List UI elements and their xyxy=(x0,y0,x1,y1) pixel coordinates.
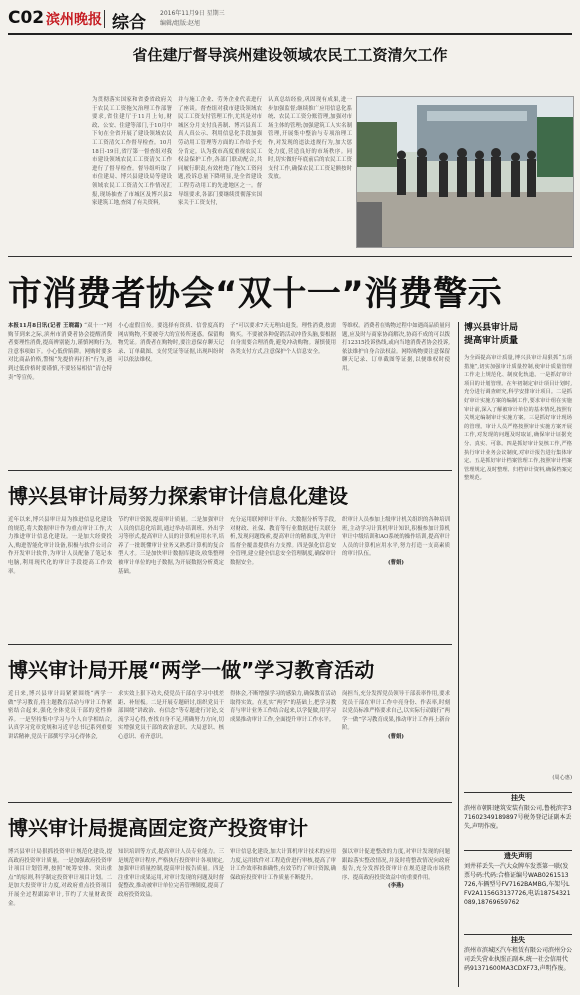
section-divider xyxy=(8,644,452,645)
notice-text: 滨州市朝阳建筑安装有限公司,鲁税滨字371602349189897号税务登记证副本丢失,声明作废。 xyxy=(464,805,572,830)
column-divider xyxy=(458,322,459,987)
article-column: 知识培训等方式,提高审计人员专业能力。三是规范审计程序,严格执行投资审计各项规定,加强审计质量控制,提高审计报告质量。四是注重审计成果运用,对审计发现的问题及时督促整改,推动被审计单位完善管理制度,提高了政府投资效益。 xyxy=(118,849,224,898)
article-text: “双十一”网购节到来之际,滨州市消费者协会提醒消费者要理性消费,提高辨别能力,谨慎网购行为,注意事项如下。小心低价陷阱。网购时要多对比商品价格,警惕“先提价再打折”行为,遇到过低价格时要谨慎,不要轻易相信“清仓特卖”等宣传。 xyxy=(8,323,112,381)
notice-title: 挂失 xyxy=(511,936,525,944)
article-signature: (李燕) xyxy=(388,883,404,890)
article-headline-housing: 省住建厅督导滨州建设领域农民工工资清欠工作 xyxy=(132,46,448,64)
article-column xyxy=(342,690,450,796)
news-photo xyxy=(356,96,574,248)
article-column: 近年以来,博兴县审计局为推进信息化建设的规范,将大数据审计作为重点审计工作,大力推进审计信息化建设。一是加大经费投入,购进智能化审计设备,积极与软件公司合作开发审计软件,为审计人员配备了笔记本电脑,利用现代化的审计手段提高工作效率。 xyxy=(8,517,112,575)
editor-credit: 编辑/组版:赵旭 xyxy=(160,20,201,27)
classified-notice xyxy=(464,792,572,831)
article-column: 认真总结经验,巩固现有成果,进一步加强监督;继续推广应用信息化系统、农民工工资分账管理,加强对市场主体的管理;加强建筑工人实名制管理,开展集中整治与专项治理工作,对发现的违法违规行为,加大惩处力度,营造良好的市场秩序。同时,切实做好年底前后的农民工工资支付工作,确保农民工工资足额按时发放。 xyxy=(268,97,352,181)
article-column: 并与施工企业、劳务企业代表进行了座谈。督查组对我市建设领域农民工工资支付管理工作,尤其是对市城区分月支付良善制、博兴县真工真人真公示、利用信息化手段加强劳动用工管理等方面的工作给予充分肯定。认为我市高度重视农民工权益保护工作,各部门联动配合,共同履行职责,有效杜绝了拖欠工资问题,投诉总量下降明显,是全省建设工程劳动用工的先进地区之一。督导组要求,各部门要继续贯彻落实国家关于工资支付, xyxy=(178,97,262,207)
article-text: 织审计人员参加上级审计机关组织的各种培训班,主动学习计算机审计知识,积极参加计算机审计中级培训和AO系统的操作培训,提高审计人员的计算机应用水平,努力打造一支高素质的审计队伍。 xyxy=(342,517,450,558)
article-byline: 本报11月8日讯(记者 王晓霜) xyxy=(8,323,83,329)
notice-text: 刘井祥丢失一汽大众牌车发票第一联(发票号码:代码:合格证编号WAB0261513726,车辆型号FV7162BAMBG,车架号LFV2A1156G3137726,电话18754321089,18769659762 xyxy=(464,863,571,906)
article-text: 岗担当,充分发挥党员领导干部表率作用,要求党员干部在审计工作中亮身份、作表率,时刻以党员标准严格要求自己,以实际行动践行“两学一做”学习教育成果,推动审计工作再上新台阶。 xyxy=(342,691,450,732)
article-column: 为贯彻落实国家和省委省政府关于农民工工资拖欠治理工作部署要求,省住建厅于11月上旬,财政、公安、住建等部门,于10月中下旬在全省开展了建设领域农民工工资清欠工作督导检查。10月18日-19日,省厅第一督查组对我市建设领域农民工工资清欠工作进行了督导检查。督导组听取了市住建局、博兴县建设局等建设领域农民工工资清欠工作情况汇报,现场抽查了市城区及博兴县2家建筑工地,查阅了有关资料, xyxy=(92,97,172,207)
article-column xyxy=(342,516,450,638)
notice-title: 遗失声明 xyxy=(504,852,532,860)
paper-logo: 滨州晚报 xyxy=(46,12,102,28)
sidebar-title-line1: 博兴县审计局 xyxy=(464,323,519,333)
article-headline-audit-it: 博兴县审计局努力探索审计信息化建设 xyxy=(8,484,348,508)
classified-notice xyxy=(464,850,572,907)
section-divider xyxy=(8,802,452,803)
article-column: 博兴县审计局狠抓投资审计规范化建设,提高政府投资审计质量。一是加强政府投资审计项目计划管理,按照“统筹安排、突出重点”的原则,科学制定投资审计项目计划。二是加大投资审计力度,对政府重点投资项目开展全过程跟踪审计,节约了大量财政资金。 xyxy=(8,849,112,907)
article-column: 等维权。消费者在购物过程中如遇商品质量问题,应及时与商家协商解决,协商不成的可以拨打12315投诉热线,或向当地消费者协会投诉,依法维护自身合法权益。网络购物要注意保留聊天记录、订单截图等证据,以便维权时使用。 xyxy=(342,323,450,372)
article-signature: (曹娟) xyxy=(388,733,404,740)
article-text: 强以审计促进整改的力度,对审计发现的问题跟踪落实整改情况,并及时将整改情况向政府报告,充分发挥投资审计在规范建设市场秩序、提高政府投资效益中的重要作用。 xyxy=(342,849,450,881)
section-name: 综合 xyxy=(112,13,146,33)
article-column: 审计信息化建设,加大计算机审计技术的应用力度,运用软件对工程造价进行审核,提高了审计工作效率和准确性,有效节约了审计资源,确保政府投资审计工作质量不断提升。 xyxy=(230,849,336,881)
classified-notice xyxy=(464,934,572,973)
sidebar-text: 为全面提高审计质量,博兴县审计局狠抓“五项措施”,切实加强审计质量控制,使审计质量管理工作走上规范化、制度化轨道。一是抓好审计项目的计划管理。在年初制定审计项目计划时,充分进行调查研究,科学安排审计项目。二是抓好审计实施方案的编制工作,要求审计组在实施审计前,深入了解被审计单位的基本情况,按照有关规定编制审计实施方案。三是抓好审计现场的管理。审计人员严格按照审计实施方案开展工作,对发现的问题及时取证,确保审计证据充分、真实、可靠。四是抓好审计复核工作,严格执行审计业务会议制度,对审计报告进行集体审定。五是抓好审计档案管理工作,按照审计档案管理规定,及时整理、归档审计资料,确保档案完整规范。 xyxy=(464,355,572,482)
article-signature: (曹娟) xyxy=(388,559,404,566)
article-column xyxy=(342,848,450,988)
notice-text: 滨州市滨城区汽车租赁有限公司滨州分公司丢失营业执照正副本,统一社会信用代码91371600MA3CDXF73,声明作废。 xyxy=(464,947,573,972)
article-column: 近日来,博兴县审计局紧紧围绕“两学一做”学习教育,将主题教育活动与审计工作紧密结合起来,强化全体党员干部的党性修养。一是坚持集中学习与个人自学相结合,认真学习党章党规和习近平总书记系列重要讲话精神,党员干部撰写学习心得体会, xyxy=(8,691,112,740)
masthead-divider xyxy=(104,10,105,28)
masthead-rule xyxy=(8,33,572,35)
masthead xyxy=(8,6,572,32)
sidebar-signature: (周心惠) xyxy=(552,775,572,781)
article-column xyxy=(8,322,112,452)
article-column: 子”可以要求7天无理由退货。理性消费,按需购买。不要被各种促销活动冲昏头脑,要根据自身需要合理消费,避免冲动购物。谨慎使用各类支付方式,注意保护个人信息安全。 xyxy=(230,323,336,355)
issue-date: 2016年11月9日 星期三 xyxy=(160,10,225,17)
article-column: 求实效上狠下功夫,使党员干部在学习中找差距、补短板。二是开展专题研讨,组织党员干部围绕“讲政治、有信念”等专题进行讨论,交流学习心得,查找自身不足,明确努力方向,切实增强党员干部的政治意识、大局意识、核心意识、看齐意识。 xyxy=(118,691,224,740)
page-number: C02 xyxy=(8,8,45,28)
sidebar-title-line2: 提高审计质量 xyxy=(464,336,519,346)
article-headline-investment: 博兴审计局提高固定资产投资审计 xyxy=(8,816,308,840)
sidebar-article xyxy=(464,322,572,783)
notice-title: 挂失 xyxy=(511,794,525,802)
article-column: 小心虚假宣传。要选择有资质、信誉度高的网店购物,不要被夸大的宣传所迷惑。保留购物凭证。消费者在购物时,要注意保存聊天记录、订单截图、支付凭证等证据,出现纠纷时可以依法维权。 xyxy=(118,323,224,364)
article-column: 充分运用联网审计平台、大数据分析等手段,对财政、社保、教育等行业数据进行关联分析,发现问题线索,提高审计的精准度,为审计监督全覆盖提供有力支撑。四是强化信息安全管理,建立健全信息安全管理制度,确保审计数据安全。 xyxy=(230,517,336,566)
section-divider xyxy=(8,470,452,471)
photo-inspection-scene xyxy=(357,97,573,247)
section-divider xyxy=(8,256,572,257)
article-headline-consumer: 市消费者协会“双十一”消费警示 xyxy=(8,274,503,314)
article-column: 节约审计资源,提高审计质量。二是加强审计人员的信息化培训,通过举办培训班、外出学习等形式,提高审计人员的计算机应用水平,培养了一批既懂审计业务又熟悉计算机的复合型人才。三是加快审计数据库建设,收集整理被审计单位的电子数据,为开展数据分析奠定基础。 xyxy=(118,517,224,575)
article-column: 得体会,不断增强学习的感染力,确保教育活动取得实效。在扎实“两学”的基础上,把学习教育与审计业务工作结合起来,以学促做,用学习成果推动审计工作,全面提升审计工作水平。 xyxy=(230,691,336,723)
article-headline-study: 博兴审计局开展“两学一做”学习教育活动 xyxy=(8,658,375,682)
